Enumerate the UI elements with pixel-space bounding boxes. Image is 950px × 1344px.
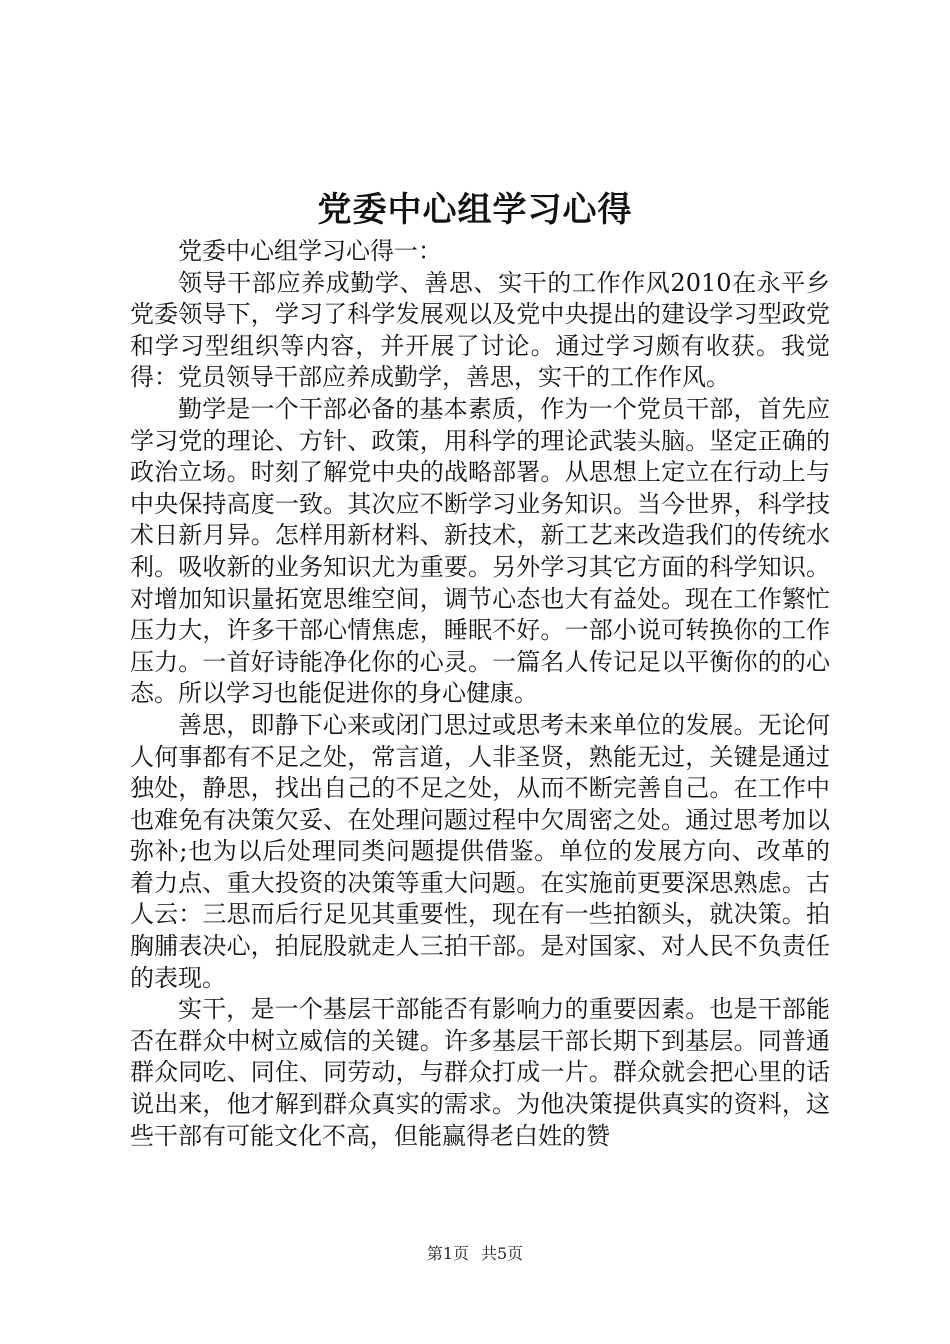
page-number: 第1页 <box>426 1244 469 1263</box>
document-title: 党委中心组学习心得 <box>317 190 633 230</box>
page-total: 共5页 <box>481 1244 524 1263</box>
page-footer <box>0 1243 950 1265</box>
paragraph-diligent-study: 勤学是一个干部必备的基本素质，作为一个党员干部，首先应学习党的理论、方针、政策，用科学的理论武装头脑。坚定正确的政治立场。时刻了解党中央的战略部署。从思想上定立在行动上与中央保持高度一致。其次应不断学习业务知识。当今世界，科学技术日新月异。怎样用新材料、新技术，新工艺来改造我们的传统水利。吸收新的业务知识尤为重要。另外学习其它方面的科学知识。对增加知识量拓宽思维空间，调节心态也大有益处。现在工作繁忙压力大，许多干部心情焦虑，睡眠不好。一部小说可转换你的工作压力。一首好诗能净化你的心灵。一篇名人传记足以平衡你的的心态。所以学习也能促进你的身心健康。 <box>130 394 830 708</box>
paragraph-practical-work: 实干，是一个基层干部能否有影响力的重要因素。也是干部能否在群众中树立威信的关键。许多基层干部长期下到基层。同普通群众同吃、同住、同劳动，与群众打成一片。群众就会把心里的话说出来，他才解到群众真实的需求。为他决策提供真实的资料，这些干部有可能文化不高，但能赢得老白姓的赞 <box>130 995 830 1150</box>
paragraph-intro: 领导干部应养成勤学、善思、实干的工作作风2010在永平乡党委领导下，学习了科学发展观以及党中央提出的建设学习型政党和学习型组织等内容，并开展了讨论。通过学习颇有收获。我觉得：党员领导干部应养成勤学，善思，实干的工作作风。 <box>130 268 830 392</box>
document-body <box>130 236 830 1152</box>
paragraph-subtitle: 党委中心组学习心得一： <box>178 237 442 265</box>
paragraph-good-thinking: 善思，即静下心来或闭门思过或思考未来单位的发展。无论何人何事都有不足之处，常言道，人非圣贤，熟能无过，关键是通过独处，静思，找出自己的不足之处，从而不断完善自己。在工作中也难免有决策欠妥、在处理问题过程中欠周密之处。通过思考加以弥补;也为以后处理同类问题提供借鉴。单位的发展方向、改革的着力点、重大投资的决策等重大问题。在实施前更要深思熟虑。古人云：三思而后行足见其重要性，现在有一些拍额头，就决策。拍胸脯表决心，拍屁股就走人三拍干部。是对国家、对人民不负责任的表现。 <box>130 710 830 992</box>
